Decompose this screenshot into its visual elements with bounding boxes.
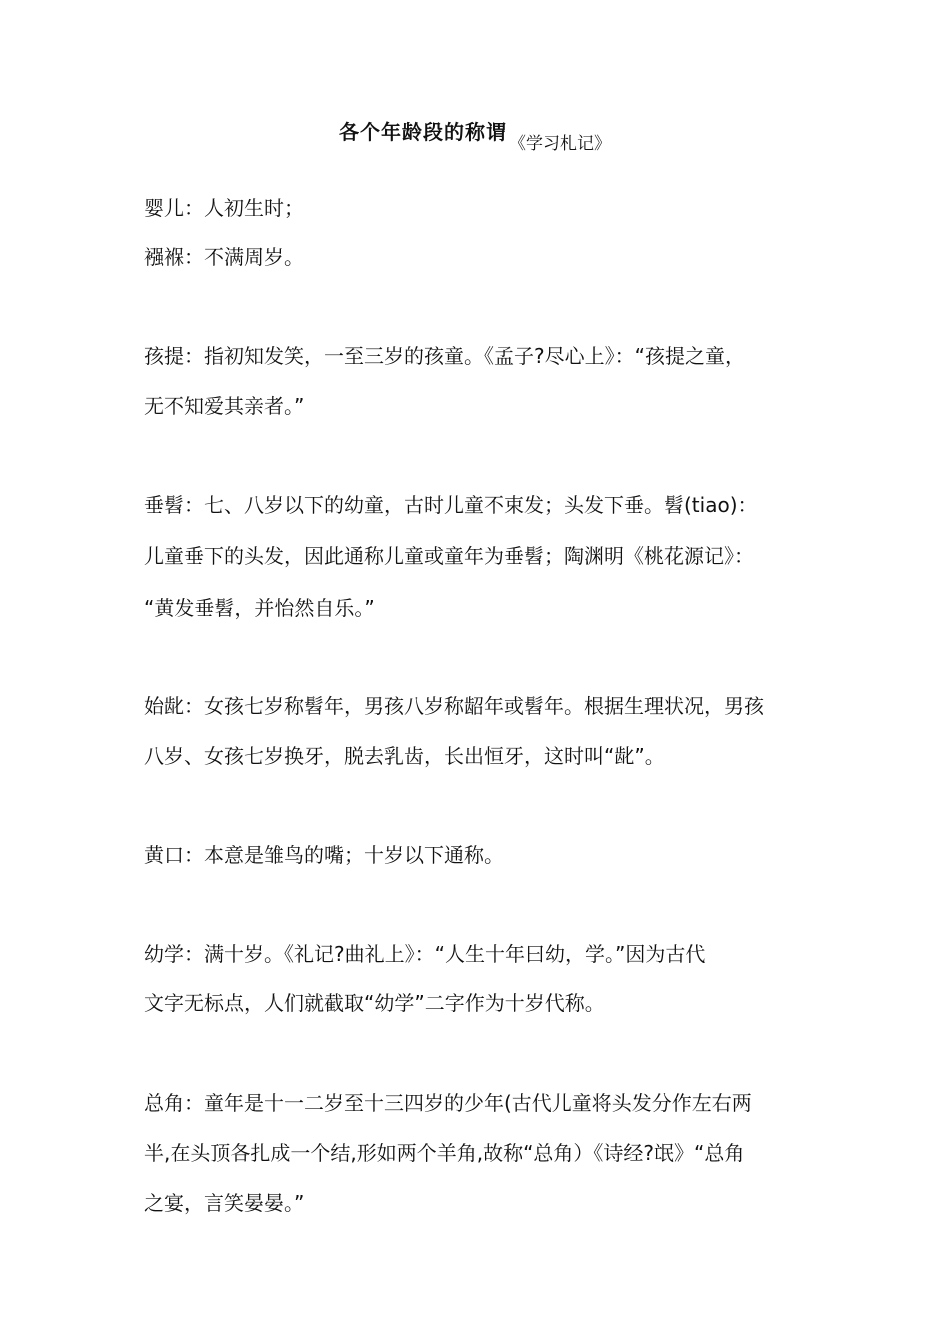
text-line: 总角：童年是十一二岁至十三四岁的少年(古代儿童将头发分作左右两 <box>144 1091 752 1115</box>
text-line: 婴儿：人初生时； <box>144 196 304 220</box>
text-line: 幼学：满十岁。《礼记?曲礼上》：“人生十年曰幼，学。”因为古代 <box>144 942 706 966</box>
document-subtitle: 《学习札记》 <box>509 134 611 154</box>
document-title: 各个年龄段的称谓 <box>339 120 507 144</box>
text-line: 半,在头顶各扎成一个结,形如两个羊角,故称“总角）《诗经?氓》“总角 <box>144 1141 745 1165</box>
text-line: 儿童垂下的头发，因此通称儿童或童年为垂髫；陶渊明《桃花源记》： <box>144 544 754 568</box>
text-line: 孩提：指初知发笑，一至三岁的孩童。《孟子?尽心上》：“孩提之童， <box>144 344 745 368</box>
text-line: 黄口：本意是雏鸟的嘴；十岁以下通称。 <box>144 843 504 867</box>
text-line: “黄发垂髫，并怡然自乐。” <box>144 596 375 620</box>
text-line: 之宴，言笑晏晏。” <box>144 1191 305 1215</box>
text-line: 无不知爱其亲者。” <box>144 394 305 418</box>
text-line: 文字无标点，人们就截取“幼学”二字作为十岁代称。 <box>144 991 605 1015</box>
title-row <box>0 116 950 154</box>
text-line: 垂髫：七、八岁以下的幼童，古时儿童不束发；头发下垂。髫(tiao)： <box>144 493 758 517</box>
text-line: 八岁、女孩七岁换牙，脱去乳齿，长出恒牙，这时叫“龀”。 <box>144 744 665 768</box>
text-line: 襁褓：不满周岁。 <box>144 245 304 269</box>
text-line: 始龀：女孩七岁称髫年，男孩八岁称龆年或髫年。根据生理状况，男孩 <box>144 694 764 718</box>
